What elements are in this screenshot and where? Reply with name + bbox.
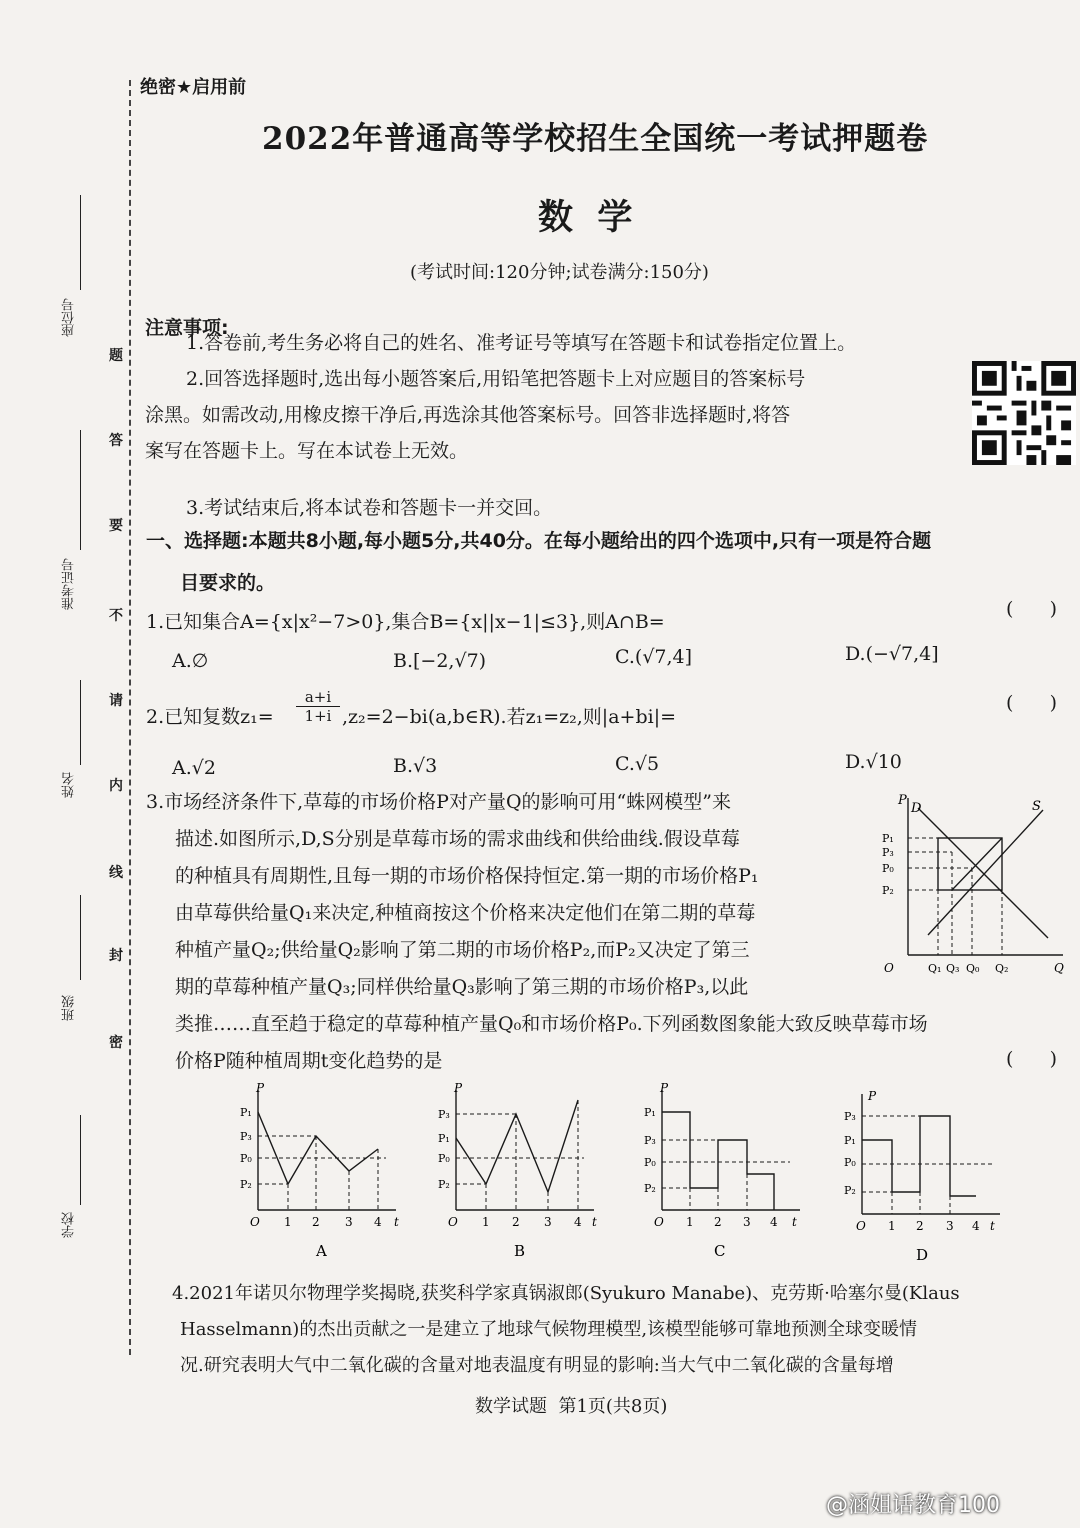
q3-line: 种植产量Q₂;供给量Q₂影响了第二期的市场价格P₂,而P₂又决定了第三 [175, 939, 750, 961]
graph-tick: 1 [482, 1215, 490, 1229]
q4-line: Hasselmann)的杰出贡献之一是建立了地球气候物理模型,该模型能够可靠地预测全球变暖情 [180, 1319, 918, 1340]
graph-b-p-label: P₂ [438, 1178, 450, 1191]
q2-option-a: A.√2 [172, 757, 216, 779]
cobweb-q-label: Q₃ [946, 962, 960, 975]
page-footer: 数学试题 第1页(共8页) [475, 1396, 668, 1417]
graph-axis-p: P [256, 1081, 265, 1095]
option-b-graph [434, 1080, 609, 1260]
cobweb-model-figure [878, 790, 1078, 980]
graph-tick: 2 [312, 1215, 320, 1229]
q4-line: 况.研究表明大气中二氧化碳的含量对地表温度有明显的影响:当大气中二氧化碳的含量每增 [180, 1355, 894, 1376]
section-heading: 一、选择题:本题共8小题,每小题5分,共40分。在每小题给出的四个选项中,只有一项是符合题 [146, 530, 932, 552]
q3-line: 3.市场经济条件下,草莓的市场价格P对产量Q的影响可用“蛛网模型”来 [146, 791, 731, 813]
name-line [80, 680, 81, 765]
cobweb-axis-p: P [898, 793, 907, 808]
graph-a-p-label: P₂ [240, 1178, 252, 1191]
graph-d-p-label: P₀ [844, 1156, 856, 1169]
graph-d-caption: D [916, 1246, 929, 1264]
graph-tick: 1 [284, 1215, 292, 1229]
graph-origin: O [250, 1215, 260, 1229]
q1-stem: 1.已知集合A={x|x²−7>0},集合B={x||x−1|≤3},则A∩B= [146, 611, 665, 633]
graph-c-p-label: P₂ [644, 1182, 656, 1195]
graph-axis-p: P [868, 1089, 877, 1103]
confidential-label: 绝密★启用前 [140, 77, 247, 98]
notes-line: 涂黑。如需改动,用橡皮擦干净后,再选涂其他答案标号。回答非选择题时,将答 [145, 404, 791, 426]
notes-line: 3.考试结束后,将本试卷和答题卡一并交回。 [186, 497, 553, 519]
graph-a-p-label: P₃ [240, 1130, 252, 1143]
seat-number-label: 座位号 [62, 298, 77, 337]
class-line [80, 895, 81, 980]
binding-char: 密 [109, 1035, 123, 1051]
option-d-graph [840, 1084, 1015, 1264]
q2-fraction-denominator: 1+i [304, 707, 332, 725]
graph-tick: 1 [686, 1215, 694, 1229]
exam-id-line [80, 430, 81, 550]
q1-option-c: C.(√7,4] [615, 646, 693, 668]
q1-option-b: B.[−2,√7) [393, 650, 487, 672]
binding-dashed-line [129, 80, 131, 1355]
graph-tick: 3 [946, 1219, 954, 1233]
graph-d-p-label: P₁ [844, 1134, 856, 1147]
option-a-graph [236, 1080, 411, 1260]
q4-line: 4.2021年诺贝尔物理学奖揭晓,获奖科学家真锅淑郎(Syukuro Manabe)、克劳斯·哈塞尔曼(Klaus [172, 1283, 960, 1304]
graph-axis-t: t [792, 1215, 797, 1229]
section-heading-cont: 目要求的。 [180, 572, 276, 594]
qr-code-icon [972, 360, 1076, 466]
graph-a-p-label: P₁ [240, 1106, 252, 1119]
exam-title: 2022年普通高等学校招生全国统一考试押题卷 [262, 121, 929, 157]
q2-option-c: C.√5 [615, 753, 660, 775]
binding-char: 答 [109, 433, 123, 449]
q2-stem-start: 2.已知复数z₁= [146, 706, 274, 728]
graph-axis-t: t [990, 1219, 995, 1233]
q2-fraction [296, 688, 340, 725]
graph-b-p-label: P₁ [438, 1132, 450, 1145]
seat-number-line [80, 195, 81, 290]
graph-axis-p: P [660, 1081, 669, 1095]
cobweb-p-label: P₁ [882, 832, 894, 845]
class-label: 班级 [62, 995, 77, 1021]
graph-origin: O [448, 1215, 458, 1229]
q2-answer-paren: ( ) [1006, 692, 1058, 714]
q2-option-d: D.√10 [845, 751, 902, 773]
graph-b-p-label: P₀ [438, 1152, 450, 1165]
exam-time-note: (考试时间:120分钟;试卷满分:150分) [410, 262, 709, 283]
graph-c-caption: C [714, 1242, 726, 1260]
graph-c-p-label: P₃ [644, 1134, 656, 1147]
graph-tick: 2 [916, 1219, 924, 1233]
graph-d-p-label: P₂ [844, 1184, 856, 1197]
graph-tick: 3 [743, 1215, 751, 1229]
graph-tick: 2 [714, 1215, 722, 1229]
binding-char: 请 [109, 693, 123, 709]
graph-axis-p: P [454, 1081, 463, 1095]
graph-b-caption: B [514, 1242, 526, 1260]
option-c-graph [640, 1080, 815, 1260]
notes-line: 2.回答选择题时,选出每小题答案后,用铅笔把答题卡上对应题目的答案标号 [186, 368, 806, 390]
cobweb-p-label: P₂ [882, 884, 894, 897]
graph-tick: 3 [544, 1215, 552, 1229]
binding-char: 要 [109, 518, 123, 534]
q1-option-d: D.(−√7,4] [845, 643, 939, 665]
cobweb-q-label: Q₁ [928, 962, 942, 975]
graph-origin: O [654, 1215, 664, 1229]
graph-tick: 2 [512, 1215, 520, 1229]
graph-tick: 4 [972, 1219, 980, 1233]
cobweb-q-label: Q₀ [966, 962, 980, 975]
binding-char: 题 [109, 348, 123, 364]
graph-tick: 3 [345, 1215, 353, 1229]
q2-option-b: B.√3 [393, 755, 438, 777]
binding-char: 封 [109, 948, 123, 964]
graph-tick: 1 [888, 1219, 896, 1233]
graph-tick: 4 [374, 1215, 382, 1229]
graph-axis-t: t [592, 1215, 597, 1229]
name-label: 姓名 [62, 772, 77, 798]
watermark: @涵姐话教育100 [826, 1493, 1000, 1518]
cobweb-p-label: P₀ [882, 862, 894, 875]
cobweb-origin: O [884, 961, 894, 975]
graph-a-p-label: P₀ [240, 1152, 252, 1165]
q3-line: 价格P随种植周期t变化趋势的是 [175, 1050, 443, 1072]
notes-line: 1.答卷前,考生务必将自己的姓名、准考证号等填写在答题卡和试卷指定位置上。 [186, 332, 857, 354]
q1-answer-paren: ( ) [1006, 598, 1058, 620]
q2-stem-end: ,z₂=2−bi(a,b∈R).若z₁=z₂,则|a+bi|= [342, 706, 677, 728]
graph-origin: O [856, 1219, 866, 1233]
notes-line: 案写在答题卡上。写在本试卷上无效。 [145, 440, 469, 462]
graph-a-caption: A [316, 1242, 327, 1260]
cobweb-curve-s: S [1032, 799, 1041, 814]
cobweb-curve-d: D [911, 801, 922, 816]
graph-tick: 4 [574, 1215, 582, 1229]
q3-line: 由草莓供给量Q₁来决定,种植商按这个价格来决定他们在第二期的草莓 [175, 902, 756, 924]
graph-tick: 4 [770, 1215, 778, 1229]
cobweb-p-label: P₃ [882, 846, 894, 859]
exam-id-label: 准考证号 [62, 558, 77, 610]
school-line [80, 1115, 81, 1205]
graph-c-p-label: P₁ [644, 1106, 656, 1119]
graph-c-p-label: P₀ [644, 1156, 656, 1169]
q3-line: 期的草莓种植产量Q₃;同样供给量Q₃影响了第三期的市场价格P₃,以此 [175, 976, 749, 998]
graph-b-p-label: P₃ [438, 1108, 450, 1121]
q3-line: 类推……直至趋于稳定的草莓种植产量Q₀和市场价格P₀.下列函数图象能大致反映草莓市场 [175, 1013, 928, 1035]
subject-title: 数 学 [538, 198, 633, 238]
cobweb-axis-q: Q [1054, 961, 1064, 975]
q1-option-a: A.∅ [172, 650, 209, 672]
graph-d-p-label: P₃ [844, 1110, 856, 1123]
school-label: 学校 [62, 1212, 77, 1238]
q3-line: 的种植具有周期性,且每一期的市场价格保持恒定.第一期的市场价格P₁ [175, 865, 759, 887]
cobweb-q-label: Q₂ [995, 962, 1009, 975]
binding-char: 线 [109, 865, 123, 881]
binding-char: 内 [109, 778, 123, 794]
binding-char: 不 [109, 608, 123, 624]
notes-heading: 注意事项: [145, 317, 229, 339]
q3-line: 描述.如图所示,D,S分别是草莓市场的需求曲线和供给曲线.假设草莓 [175, 828, 740, 850]
q2-fraction-numerator: a+i [296, 688, 340, 707]
graph-axis-t: t [394, 1215, 399, 1229]
q3-answer-paren: ( ) [1006, 1048, 1058, 1070]
